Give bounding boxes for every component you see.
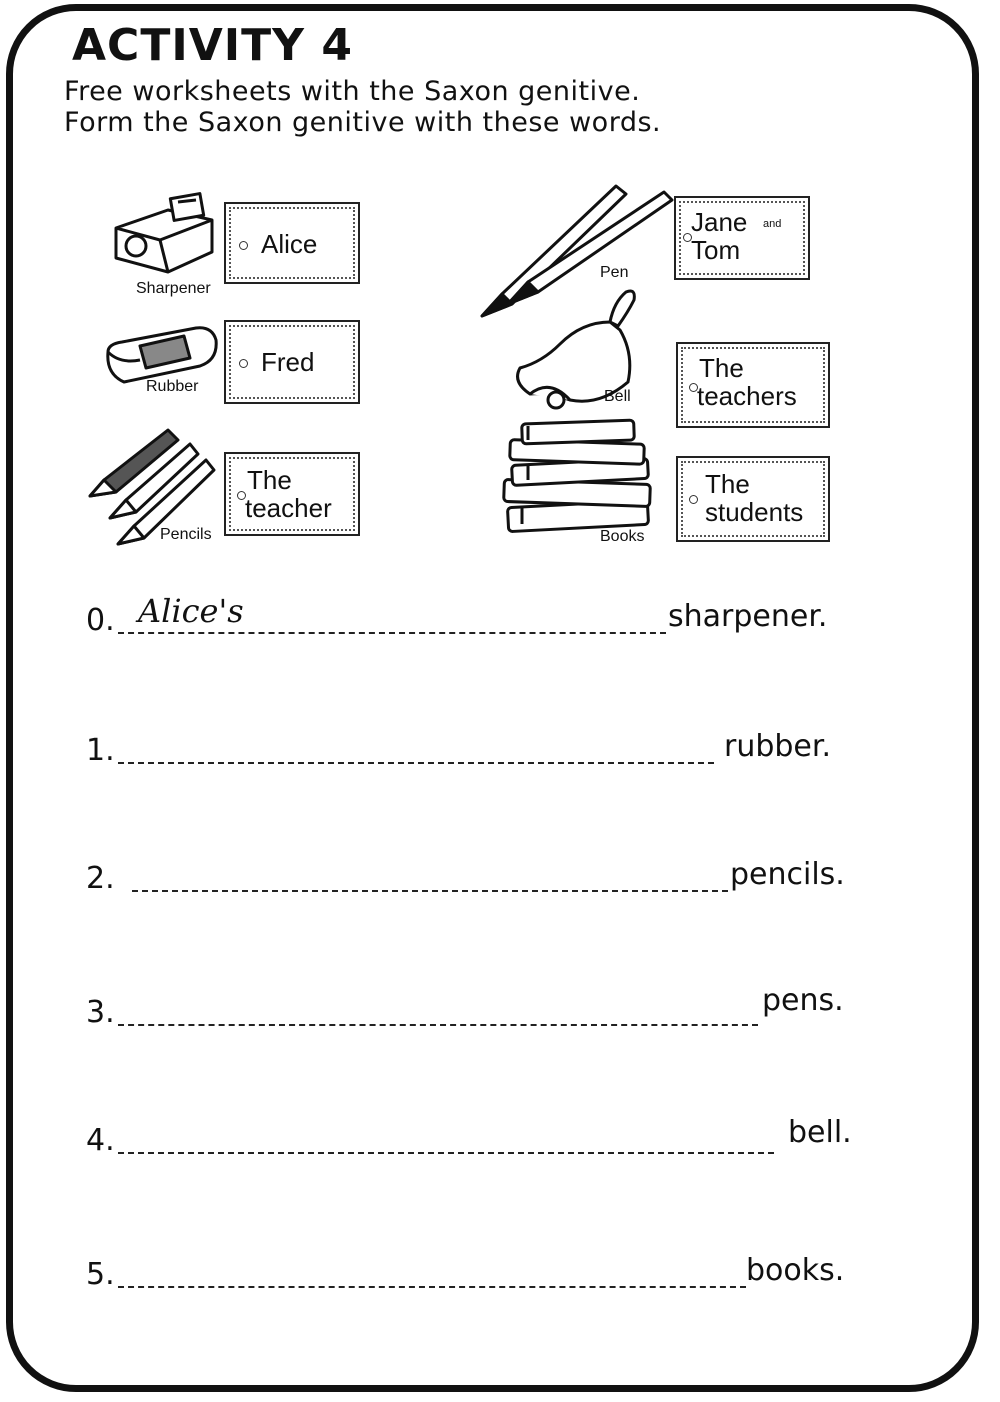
subtitle-line-1: Free worksheets with the Saxon genitive. — [64, 76, 641, 107]
exercise-number: 3. — [86, 995, 115, 1030]
tag-label-line-2: Tom — [691, 235, 741, 265]
books-caption: Books — [600, 528, 645, 545]
exercise-number: 4. — [86, 1123, 115, 1158]
tag-label-line-2: students — [705, 497, 804, 527]
tag-label-line-2: teachers — [697, 381, 797, 411]
exercise-noun: sharpener. — [668, 599, 828, 634]
pen-caption: Pen — [600, 264, 629, 281]
tag-label-line-1: Jane — [691, 207, 748, 237]
tag-label-line-1: The — [699, 353, 744, 383]
answer-blank[interactable] — [118, 632, 666, 634]
tag-label: Alice — [261, 229, 318, 259]
answer-blank[interactable] — [118, 1024, 758, 1026]
answer-blank[interactable] — [132, 890, 728, 892]
tag-hole — [239, 359, 248, 368]
name-tag-alice — [224, 202, 360, 284]
exercise-number: 0. — [86, 603, 115, 638]
tag-label-line-1: The — [705, 469, 750, 499]
exercise-row-3 — [86, 983, 876, 1032]
sharpener-caption: Sharpener — [136, 280, 211, 297]
exercise-noun: bell. — [788, 1115, 852, 1150]
name-tag-fred — [224, 320, 360, 404]
answer-blank[interactable] — [118, 762, 714, 764]
activity-title: ACTIVITY 4 — [72, 20, 353, 71]
books-icon — [498, 414, 663, 538]
answer-blank[interactable] — [118, 1286, 746, 1288]
exercise-row-5 — [86, 1254, 876, 1294]
sharpener-icon — [108, 190, 223, 282]
exercise-noun: pens. — [762, 983, 844, 1018]
exercise-row-2 — [86, 858, 876, 898]
pencils-caption: Pencils — [160, 526, 212, 543]
tag-hole — [239, 241, 248, 250]
exercise-noun: pencils. — [730, 857, 845, 892]
name-tag-jane-and-tom — [674, 196, 810, 280]
exercise-noun: rubber. — [724, 729, 832, 764]
tag-label-and: and — [763, 218, 782, 230]
exercise-noun: books. — [746, 1253, 845, 1288]
exercise-number: 1. — [86, 733, 115, 768]
tag-hole — [689, 495, 698, 504]
bell-caption: Bell — [604, 388, 631, 405]
rubber-caption: Rubber — [146, 378, 199, 395]
exercise-row-0 — [86, 592, 876, 640]
exercise-row-1 — [86, 730, 876, 770]
exercise-row-4 — [86, 1115, 876, 1160]
name-tag-the-teacher — [224, 452, 360, 536]
name-tag-the-teachers — [676, 342, 830, 428]
tag-label: Fred — [261, 347, 315, 377]
tag-label-line-2: teacher — [245, 493, 332, 523]
tag-label-line-1: The — [247, 465, 292, 495]
answer-blank[interactable] — [118, 1152, 774, 1154]
exercise-number: 2. — [86, 861, 115, 896]
subtitle-line-2: Form the Saxon genitive with these words. — [64, 107, 662, 138]
name-tag-the-students — [676, 456, 830, 542]
exercise-number: 5. — [86, 1257, 115, 1292]
answer-text: Alice's — [138, 592, 244, 630]
